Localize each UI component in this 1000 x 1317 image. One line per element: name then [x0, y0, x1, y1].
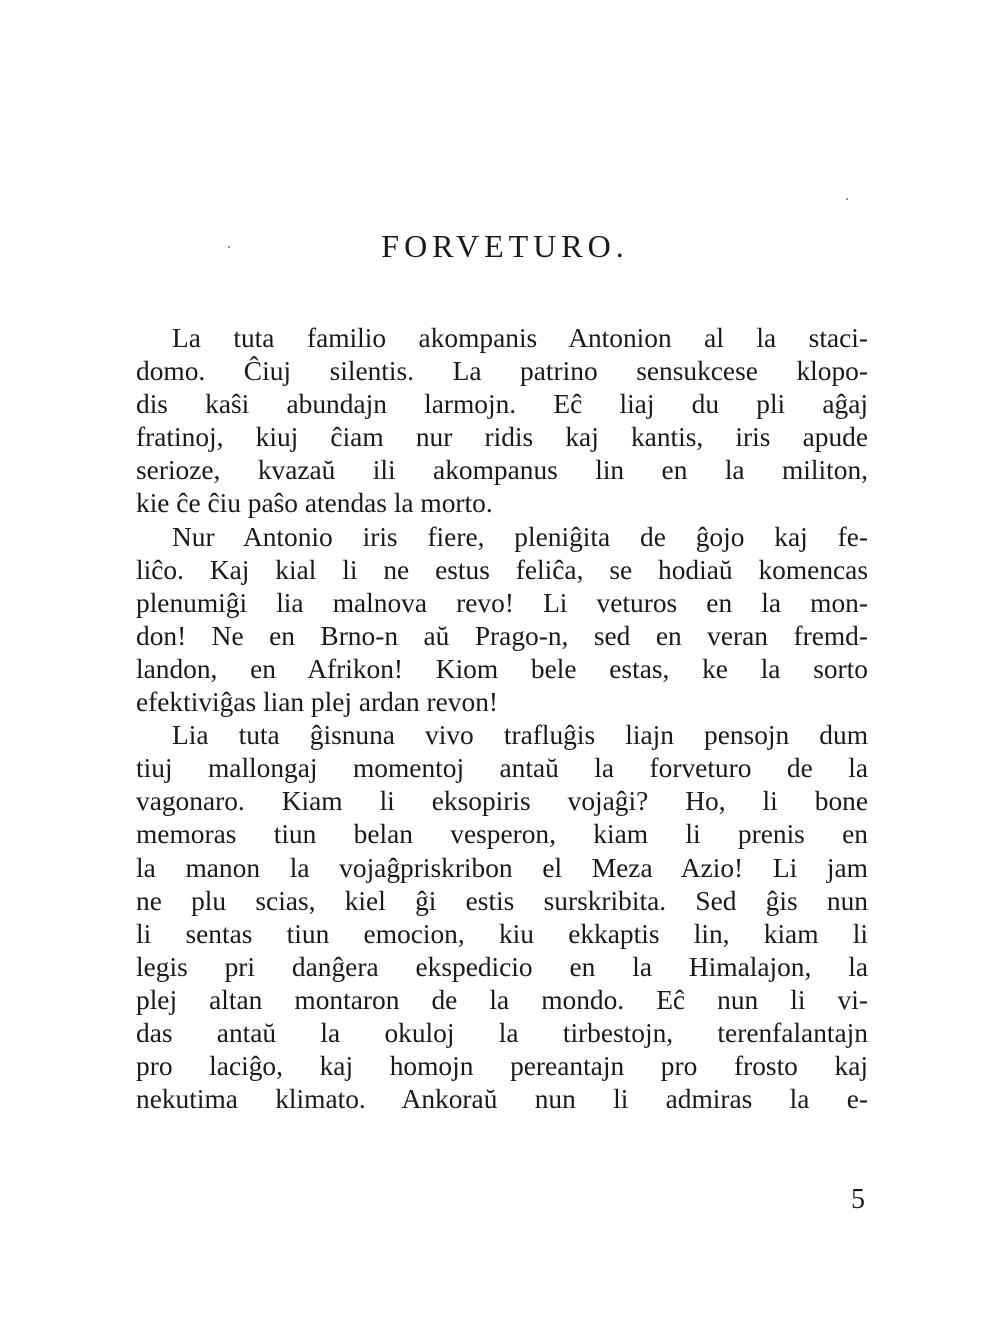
- text-line: nekutima klimato. Ankoraŭ nun li admiras la e-: [136, 1084, 868, 1115]
- text-line: memoras tiun belan vesperon, kiam li prenis en: [136, 819, 868, 850]
- text-line: serioze, kvazaŭ ili akompanus lin en la militon,: [136, 455, 868, 486]
- text-line: La tuta familio akompanis Antonion al la staci-: [172, 323, 868, 353]
- text-line: das antaŭ la okuloj la tirbestojn, terenfalantajn: [136, 1017, 868, 1048]
- text-line: efektiviĝas lian plej ardan revon!: [136, 687, 499, 718]
- text-line: domo. Ĉiuj silentis. La patrino sensukcese klopo-: [136, 356, 868, 387]
- text-line: vagonaro. Kiam li eksopiris vojaĝi? Ho, li bone: [136, 786, 868, 817]
- text-line: la manon la vojaĝpriskribon el Meza Azio! Li jam: [136, 852, 868, 883]
- text-line: Lia tuta ĝisnuna vivo trafluĝis liajn pensojn dum: [172, 720, 868, 751]
- text-line: tiuj mallongaj momentoj antaŭ la forveturo de la: [136, 753, 868, 784]
- text-line: landon, en Afrikon! Kiom bele estas, ke la sorto: [136, 653, 868, 684]
- text-line: legis pri danĝera ekspedicio en la Himalajon, la: [136, 951, 868, 982]
- page-number: 5: [851, 1184, 865, 1215]
- chapter-title: FORVETURO.: [381, 228, 629, 264]
- text-line: liĉo. Kaj kial li ne estus feliĉa, se hodiaŭ komencas: [136, 554, 868, 585]
- print-speck: [846, 198, 848, 200]
- text-line: plenumiĝi lia malnova revo! Li veturos en la mon-: [136, 587, 868, 618]
- text-line: li sentas tiun emocion, kiu ekkaptis lin, kiam li: [136, 918, 868, 949]
- body-text: [136, 322, 868, 1116]
- text-line: kie ĉe ĉiu paŝo atendas la morto.: [136, 488, 493, 519]
- text-line: pro laciĝo, kaj homojn pereantajn pro frosto kaj: [136, 1051, 868, 1082]
- text-line: fratinoj, kiuj ĉiam nur ridis kaj kantis, iris apude: [136, 422, 868, 453]
- text-line: don! Ne en Brno-n aŭ Prago-n, sed en veran fremd-: [136, 620, 868, 651]
- text-line: dis kaŝi abundajn larmojn. Eĉ liaj du pli aĝaj: [136, 389, 868, 420]
- text-line: plej altan montaron de la mondo. Eĉ nun li vi-: [136, 984, 868, 1015]
- text-line: Nur Antonio iris fiere, pleniĝita de ĝojo kaj fe-: [172, 521, 868, 552]
- text-line: ne plu scias, kiel ĝi estis surskribita. Sed ĝis nun: [136, 885, 868, 916]
